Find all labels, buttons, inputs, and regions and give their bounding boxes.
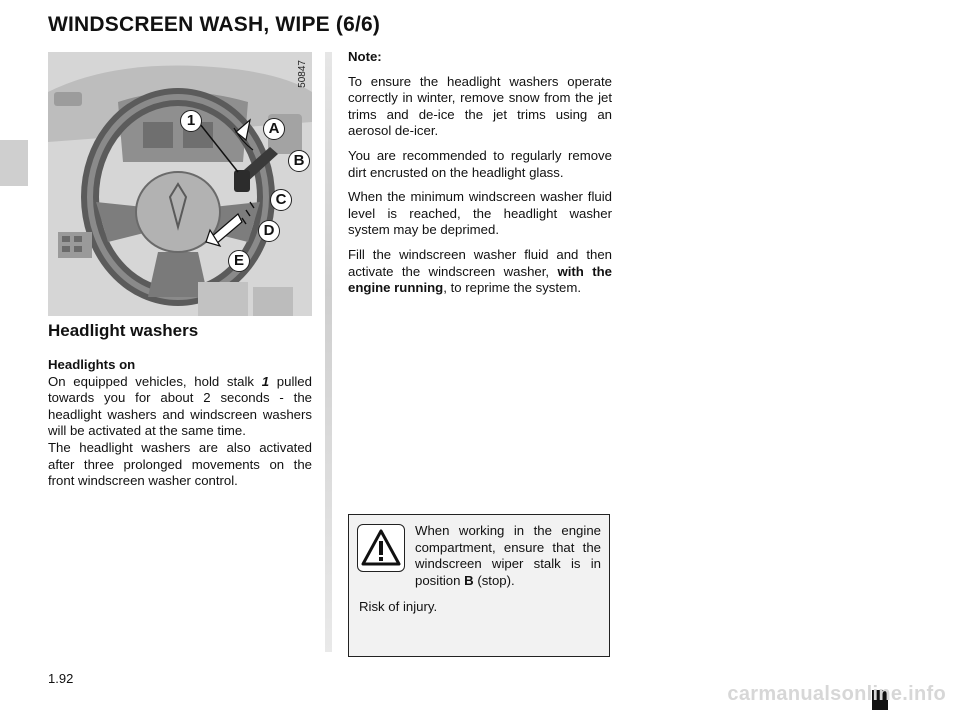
note-label: Note:	[348, 49, 382, 64]
note-paragraph-4	[348, 247, 612, 297]
warning-text-start: When working in the engine compartment, ensure that the windscreen wiper stalk is in position	[415, 523, 601, 588]
watermark: carmanualsonline.info	[727, 683, 946, 705]
section-tab-marker	[0, 140, 28, 186]
warning-box	[348, 514, 610, 657]
subheading: Headlights on	[48, 357, 136, 372]
section-title: Headlight washers	[48, 321, 199, 340]
paragraph-2: The headlight washers are also activated after three prolonged movements on the front windscreen washer control.	[48, 439, 312, 489]
page-title: WINDSCREEN WASH, WIPE (6/6)	[48, 13, 381, 36]
paragraph-1-start: On equipped vehicles, hold stalk	[48, 373, 262, 389]
position-b-emphasis: B	[464, 572, 474, 588]
note-paragraph-4-end: , to reprime the system.	[443, 280, 582, 296]
callout-d: D	[258, 220, 280, 242]
column-divider	[325, 52, 332, 652]
stalk-reference: 1	[261, 373, 270, 389]
note-paragraph-1: To ensure the headlight washers operate correctly in winter, remove snow from the jet trims and de-ice the jet trims using an aerosol de-icer.	[348, 73, 612, 139]
callout-e: E	[228, 250, 250, 272]
note-paragraph-4-start: Fill the windscreen washer fluid and then activate the windscreen washer,	[348, 246, 612, 279]
callout-a: A	[263, 118, 285, 140]
steering-wheel-illustration	[48, 52, 312, 316]
paragraph-1-end: pulled towards you for about 2 seconds - the headlight washers and windscreen washers will be activated at the same time.	[48, 373, 312, 439]
warning-triangle-icon	[357, 524, 405, 572]
warning-text	[415, 523, 601, 589]
dashboard-drawing	[48, 52, 312, 316]
page-number: 1.92	[48, 671, 74, 686]
figure-reference-number: 50847	[297, 60, 308, 88]
note-paragraph-2: You are recommended to regularly remove dirt encrusted on the headlight glass.	[348, 147, 612, 180]
headlight-washers-text	[48, 357, 312, 490]
callout-b: B	[288, 150, 310, 172]
warning-text-end: (stop).	[473, 572, 515, 588]
callout-1: 1	[180, 110, 202, 132]
callout-c: C	[270, 189, 292, 211]
engine-running-emphasis: with the engine running	[348, 263, 612, 296]
note-section	[348, 49, 612, 305]
risk-of-injury: Risk of injury.	[359, 599, 438, 614]
note-paragraph-3: When the minimum windscreen washer fluid level is reached, the headlight washer system may be deprimed.	[348, 189, 612, 238]
